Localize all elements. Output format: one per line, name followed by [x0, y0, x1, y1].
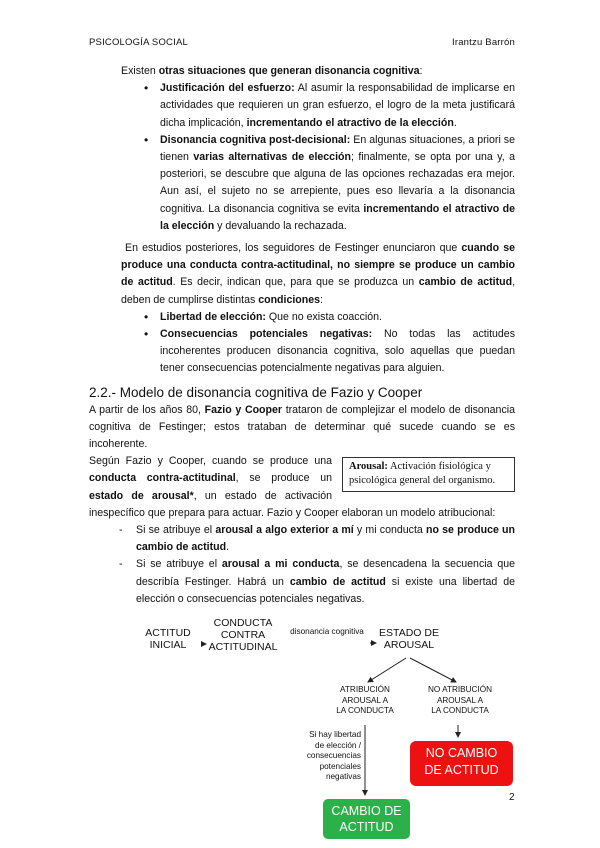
conditions-list [89, 309, 515, 378]
arrow-estado-atribucion [368, 658, 406, 682]
attribution-list [89, 522, 515, 608]
node-estado-arousal: ESTADO DE AROUSAL [379, 627, 439, 651]
document-body [89, 63, 515, 608]
node-disonancia-cognitiva: disonancia cognitiva [290, 627, 364, 636]
node-conducta-contra-actitudinal: CONDUCTA CONTRA ACTITUDINAL [208, 617, 278, 653]
node-condicion-libertad: Si hay libertad de elección / consecuencias potenciales negativas [306, 730, 361, 781]
list-item: • Libertad de elección: Que no exista coacción. [89, 309, 515, 326]
node-no-cambio-actitud: NO CAMBIO DE ACTITUD [410, 741, 513, 786]
list-item: - Si se atribuye el arousal a mi conducta, se desencadena la secuencia que describía Festinger. Habrá un cambio de actitud si existe una libertad de elección o consecuencias potenciales negativas. [89, 556, 515, 608]
intro-list [89, 80, 515, 235]
header-course-title: PSICOLOGÍA SOCIAL [89, 37, 188, 48]
node-no-atribucion-arousal: NO ATRIBUCIÓN AROUSAL A LA CONDUCTA [428, 685, 492, 715]
node-cambio-actitud: CAMBIO DE ACTITUD [323, 799, 410, 839]
intro-paragraph: Existen otras situaciones que generan disonancia cognitiva: [121, 65, 423, 77]
page-number: 2 [509, 792, 515, 803]
list-item: • Disonancia cognitiva post-decisional: En algunas situaciones, a priori se tienen varias alternativas de elección; finalmente, se opta por una y, a posteriori, se descubre que alguna de las opciones rechazadas era mejor. Aun así, el sujeto no se arrepiente, pues eso llevaría a la disonancia cognitiva. La disonancia cognitiva se evita incrementando el atractivo de la elección y devaluando la rechazada. [89, 132, 515, 235]
section-heading: 2.2.- Modelo de disonancia cognitiva de Fazio y Cooper [89, 384, 423, 400]
node-actitud-inicial: ACTITUD INICIAL [145, 627, 191, 651]
list-item: • Consecuencias potenciales negativas: No todas las actitudes incoherentes producen disonancia cognitiva, solo aquellas que puedan tener consecuencias potencialmente negativas para alguien. [89, 326, 515, 378]
arrow-estado-no-atribucion [410, 658, 456, 682]
fazio-cooper-diagram [0, 615, 600, 848]
section-paragraph: A partir de los años 80, Fazio y Cooper trataron de complejizar el modelo de disonancia cognitiva de Festinger; estos trataban de determinar qué sucede cuando se es incoherente. [89, 403, 515, 451]
list-item: - Si se atribuye el arousal a algo exterior a mí y mi conducta no se produce un cambio de actitud. [89, 522, 515, 556]
conditions-paragraph: En estudios posteriores, los seguidores de Festinger enunciaron que cuando se produce una conducta contra-actitudinal, no siempre se produce un cambio de actitud. Es decir, indican que, para que se produzca un cambio de actitud, deben de cumplirse distintas condiciones: [121, 242, 516, 306]
header-author: Irantzu Barrón [452, 37, 515, 48]
node-atribucion-arousal: ATRIBUCIÓN AROUSAL A LA CONDUCTA [336, 685, 394, 715]
list-item: • Justificación del esfuerzo: Al asumir la responsabilidad de implicarse en actividades que requieren un gran esfuerzo, el logro de la meta justificará dicha implicación, incrementando el atractivo de la elección. [89, 80, 515, 132]
fazio-cooper-paragraph: Según Fazio y Cooper, cuando se produce una conducta contra-actitudinal, se produce un estado de arousal*, un estado de activación inespecífico que prepara para actuar. Fazio y Cooper elaboran un modelo atribucional: [89, 455, 496, 519]
arousal-definition-box: Arousal: Activación fisiológica y psicológica general del organismo. [342, 457, 515, 492]
